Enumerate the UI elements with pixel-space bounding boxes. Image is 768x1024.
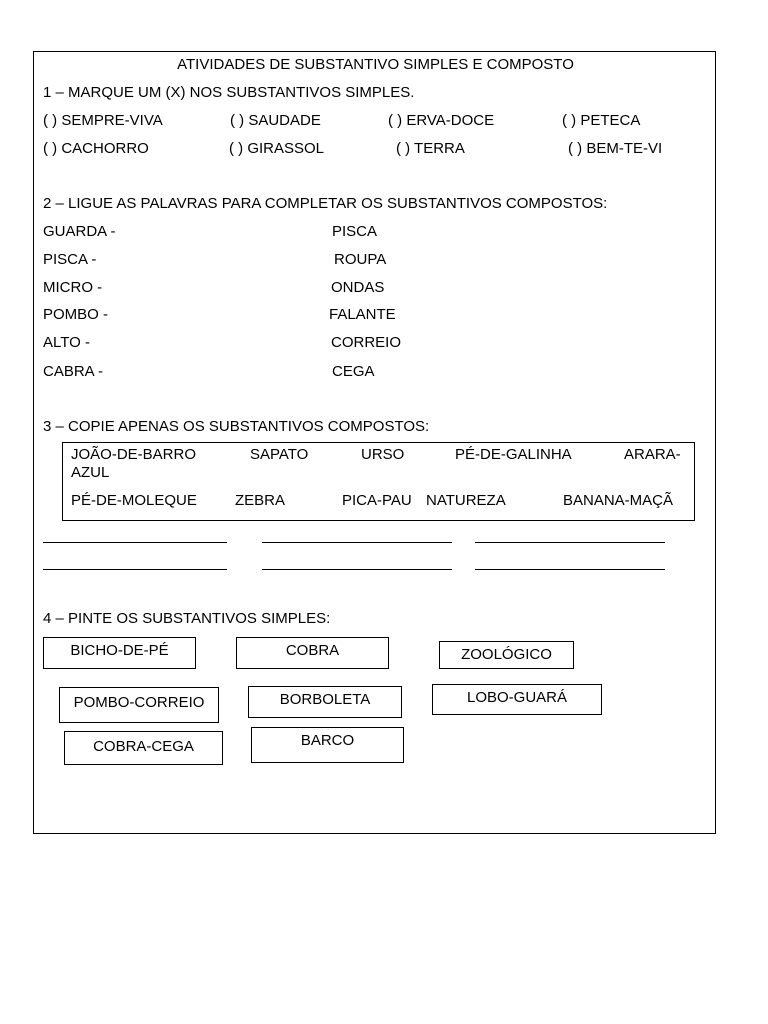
q1-option-sempre-viva[interactable]: ( ) SEMPRE-VIVA: [43, 112, 163, 129]
q3-word: ZEBRA: [235, 492, 286, 509]
q1-option-terra[interactable]: ( ) TERRA: [396, 140, 465, 157]
q3-word: PICA-PAU: [342, 492, 412, 509]
q4-paint-box[interactable]: [59, 687, 219, 723]
answer-line[interactable]: [262, 542, 452, 543]
q2-right-word: ROUPA: [334, 251, 387, 268]
q3-word: PÉ-DE-MOLEQUE: [71, 492, 197, 509]
q2-left-word: MICRO -: [43, 279, 103, 296]
question-4-heading: 4 – PINTE OS SUBSTANTIVOS SIMPLES:: [43, 610, 331, 627]
question-2-heading: 2 – LIGUE AS PALAVRAS PARA COMPLETAR OS SUBSTANTIVOS COMPOSTOS:: [43, 195, 608, 212]
answer-line[interactable]: [262, 569, 452, 570]
q2-left-word: CABRA -: [43, 363, 104, 380]
q1-option-saudade[interactable]: ( ) SAUDADE: [230, 112, 321, 129]
q3-word: SAPATO: [250, 446, 309, 463]
q4-paint-box[interactable]: [248, 686, 402, 718]
q1-option-girassol[interactable]: ( ) GIRASSOL: [229, 140, 325, 157]
q3-word: PÉ-DE-GALINHA: [455, 446, 572, 463]
answer-line[interactable]: [475, 542, 665, 543]
q2-left-word: ALTO -: [43, 334, 90, 351]
q4-box-label: BICHO-DE-PÉ: [70, 642, 169, 659]
q2-right-word: ONDAS: [331, 279, 385, 296]
q4-box-label: COBRA-CEGA: [93, 738, 194, 755]
q4-box-label: COBRA: [285, 642, 340, 659]
q4-paint-box[interactable]: [43, 637, 196, 669]
q3-word: AZUL: [71, 464, 110, 481]
question-1-heading: 1 – MARQUE UM (X) NOS SUBSTANTIVOS SIMPLES.: [43, 84, 415, 101]
worksheet-title: ATIVIDADES DE SUBSTANTIVO SIMPLES E COMPOSTO: [177, 56, 574, 73]
q4-paint-box[interactable]: [251, 727, 404, 763]
q3-word: ARARA-: [624, 446, 681, 463]
q4-box-label: LOBO-GUARÁ: [466, 689, 568, 706]
q2-left-word: POMBO -: [43, 306, 109, 323]
question-3-heading: 3 – COPIE APENAS OS SUBSTANTIVOS COMPOSTOS:: [43, 418, 430, 435]
q4-paint-box[interactable]: [236, 637, 389, 669]
q4-paint-box[interactable]: [432, 684, 602, 715]
q1-option-peteca[interactable]: ( ) PETECA: [562, 112, 641, 129]
q3-word: JOÃO-DE-BARRO: [71, 446, 197, 463]
q2-right-word: PISCA: [332, 223, 378, 240]
answer-line[interactable]: [475, 569, 665, 570]
answer-line[interactable]: [43, 542, 227, 543]
worksheet: [33, 51, 716, 834]
q1-option-bem-te-vi[interactable]: ( ) BEM-TE-VI: [568, 140, 663, 157]
q4-box-label: BORBOLETA: [279, 691, 371, 708]
q2-right-word: CEGA: [332, 363, 375, 380]
q3-word: BANANA-MAÇÃ: [563, 492, 674, 509]
q2-left-word: GUARDA -: [43, 223, 116, 240]
q3-word-box: [62, 442, 695, 521]
q4-paint-box[interactable]: [439, 641, 574, 669]
q4-box-label: BARCO: [300, 732, 355, 749]
answer-line[interactable]: [43, 569, 227, 570]
q1-option-erva-doce[interactable]: ( ) ERVA-DOCE: [388, 112, 495, 129]
q3-word: NATUREZA: [426, 492, 506, 509]
q3-word: URSO: [361, 446, 405, 463]
q2-right-word: FALANTE: [329, 306, 396, 323]
q4-box-label: POMBO-CORREIO: [73, 694, 205, 711]
q2-right-word: CORREIO: [331, 334, 402, 351]
q4-paint-box[interactable]: [64, 731, 223, 765]
q1-option-cachorro[interactable]: ( ) CACHORRO: [43, 140, 149, 157]
q4-box-label: ZOOLÓGICO: [461, 646, 552, 663]
q2-left-word: PISCA -: [43, 251, 97, 268]
